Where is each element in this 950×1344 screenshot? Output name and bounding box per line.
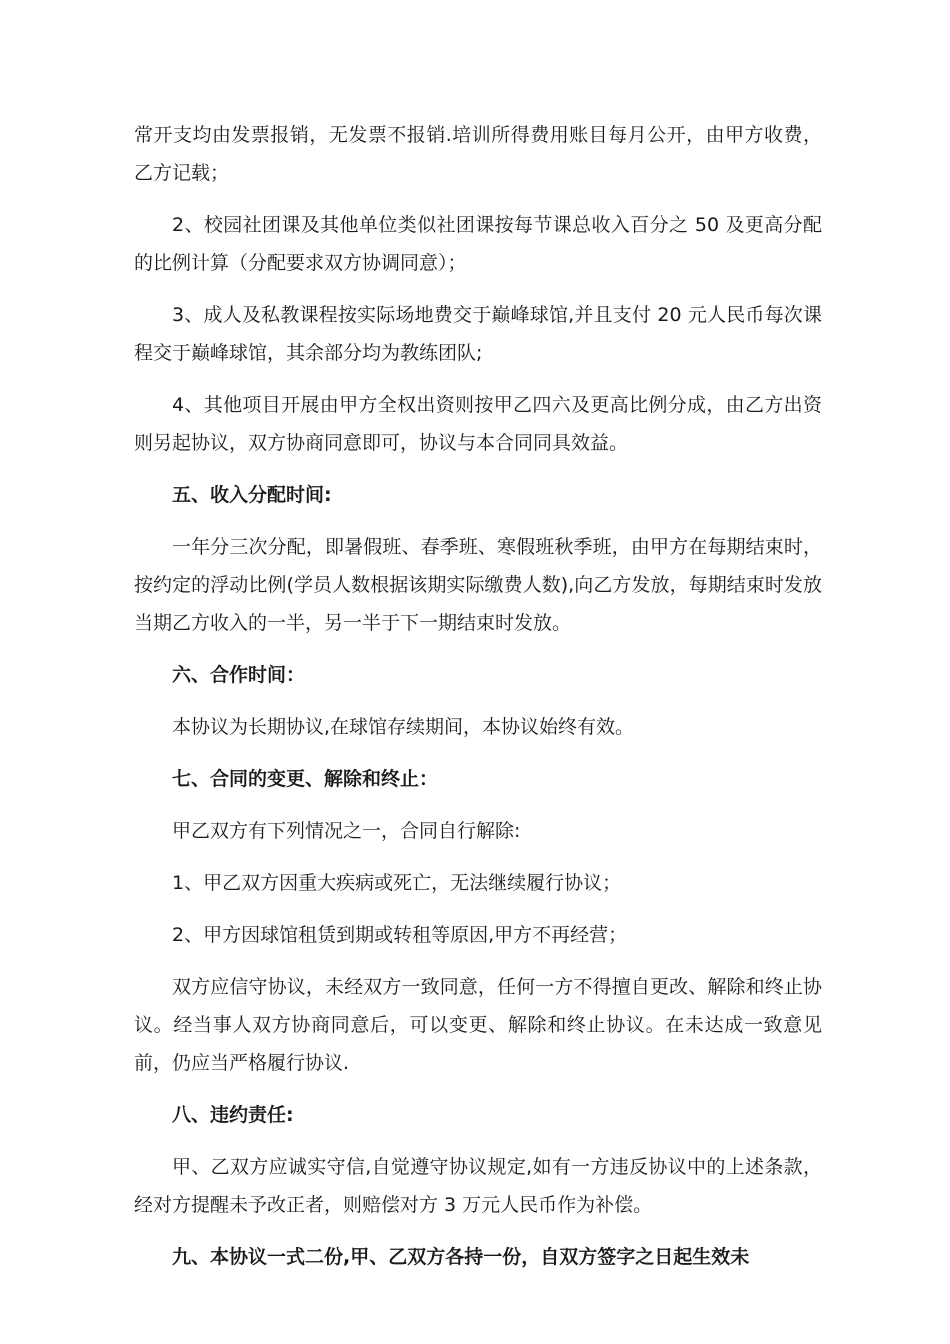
termination-item-1: 1、甲乙双方因重大疾病或死亡，无法继续履行协议； [172, 872, 622, 894]
section-heading-cooperation-period: 六、合作时间： [172, 664, 306, 686]
termination-item-2: 2、甲方因球馆租赁到期或转租等原因,甲方不再经营； [172, 924, 628, 946]
document-body [134, 116, 822, 1276]
paragraph-continuation: 常开支均由发票报销，无发票不报销.培训所得费用账目每月公开，由甲方收费，乙方记载； [134, 124, 822, 184]
section-heading-income-timing: 五、收入分配时间: [172, 484, 332, 506]
clause-item-2: 2、校园社团课及其他单位类似社团课按每节课总收入百分之 50 及更高分配的比例计算（分配要求双方协调同意）； [134, 214, 822, 274]
section-heading-copies: 九、本协议一式二份,甲、乙双方各持一份，自双方签字之日起生效未 [172, 1246, 750, 1268]
paragraph-breach-liability: 甲、乙双方应诚实守信,自觉遵守协议规定,如有一方违反协议中的上述条款，经对方提醒未予改正者，则赔偿对方 3 万元人民币作为补偿。 [134, 1156, 822, 1216]
paragraph-contract-compliance: 双方应信守协议，未经双方一致同意，任何一方不得擅自更改、解除和终止协议。经当事人双方协商同意后，可以变更、解除和终止协议。在未达成一致意见前，仍应当严格履行协议. [134, 976, 822, 1074]
paragraph-cooperation-period: 本协议为长期协议,在球馆存续期间，本协议始终有效。 [172, 716, 635, 738]
section-heading-breach-liability: 八、违约责任: [172, 1104, 294, 1126]
paragraph-income-timing: 一年分三次分配，即暑假班、春季班、寒假班秋季班，由甲方在每期结束时，按约定的浮动比例(学员人数根据该期实际缴费人数),向乙方发放，每期结束时发放当期乙方收入的一半，另一半于下一期结束时发放。 [134, 536, 822, 634]
section-heading-contract-changes: 七、合同的变更、解除和终止： [172, 768, 439, 790]
clause-item-4: 4、其他项目开展由甲方全权出资则按甲乙四六及更高比例分成，由乙方出资则另起协议，双方协商同意即可，协议与本合同同具效益。 [134, 394, 822, 454]
paragraph-termination-conditions: 甲乙双方有下列情况之一，合同自行解除: [172, 820, 521, 842]
clause-item-3: 3、成人及私教课程按实际场地费交于巅峰球馆,并且支付 20 元人民币每次课程交于巅峰球馆，其余部分均为教练团队; [134, 304, 822, 364]
